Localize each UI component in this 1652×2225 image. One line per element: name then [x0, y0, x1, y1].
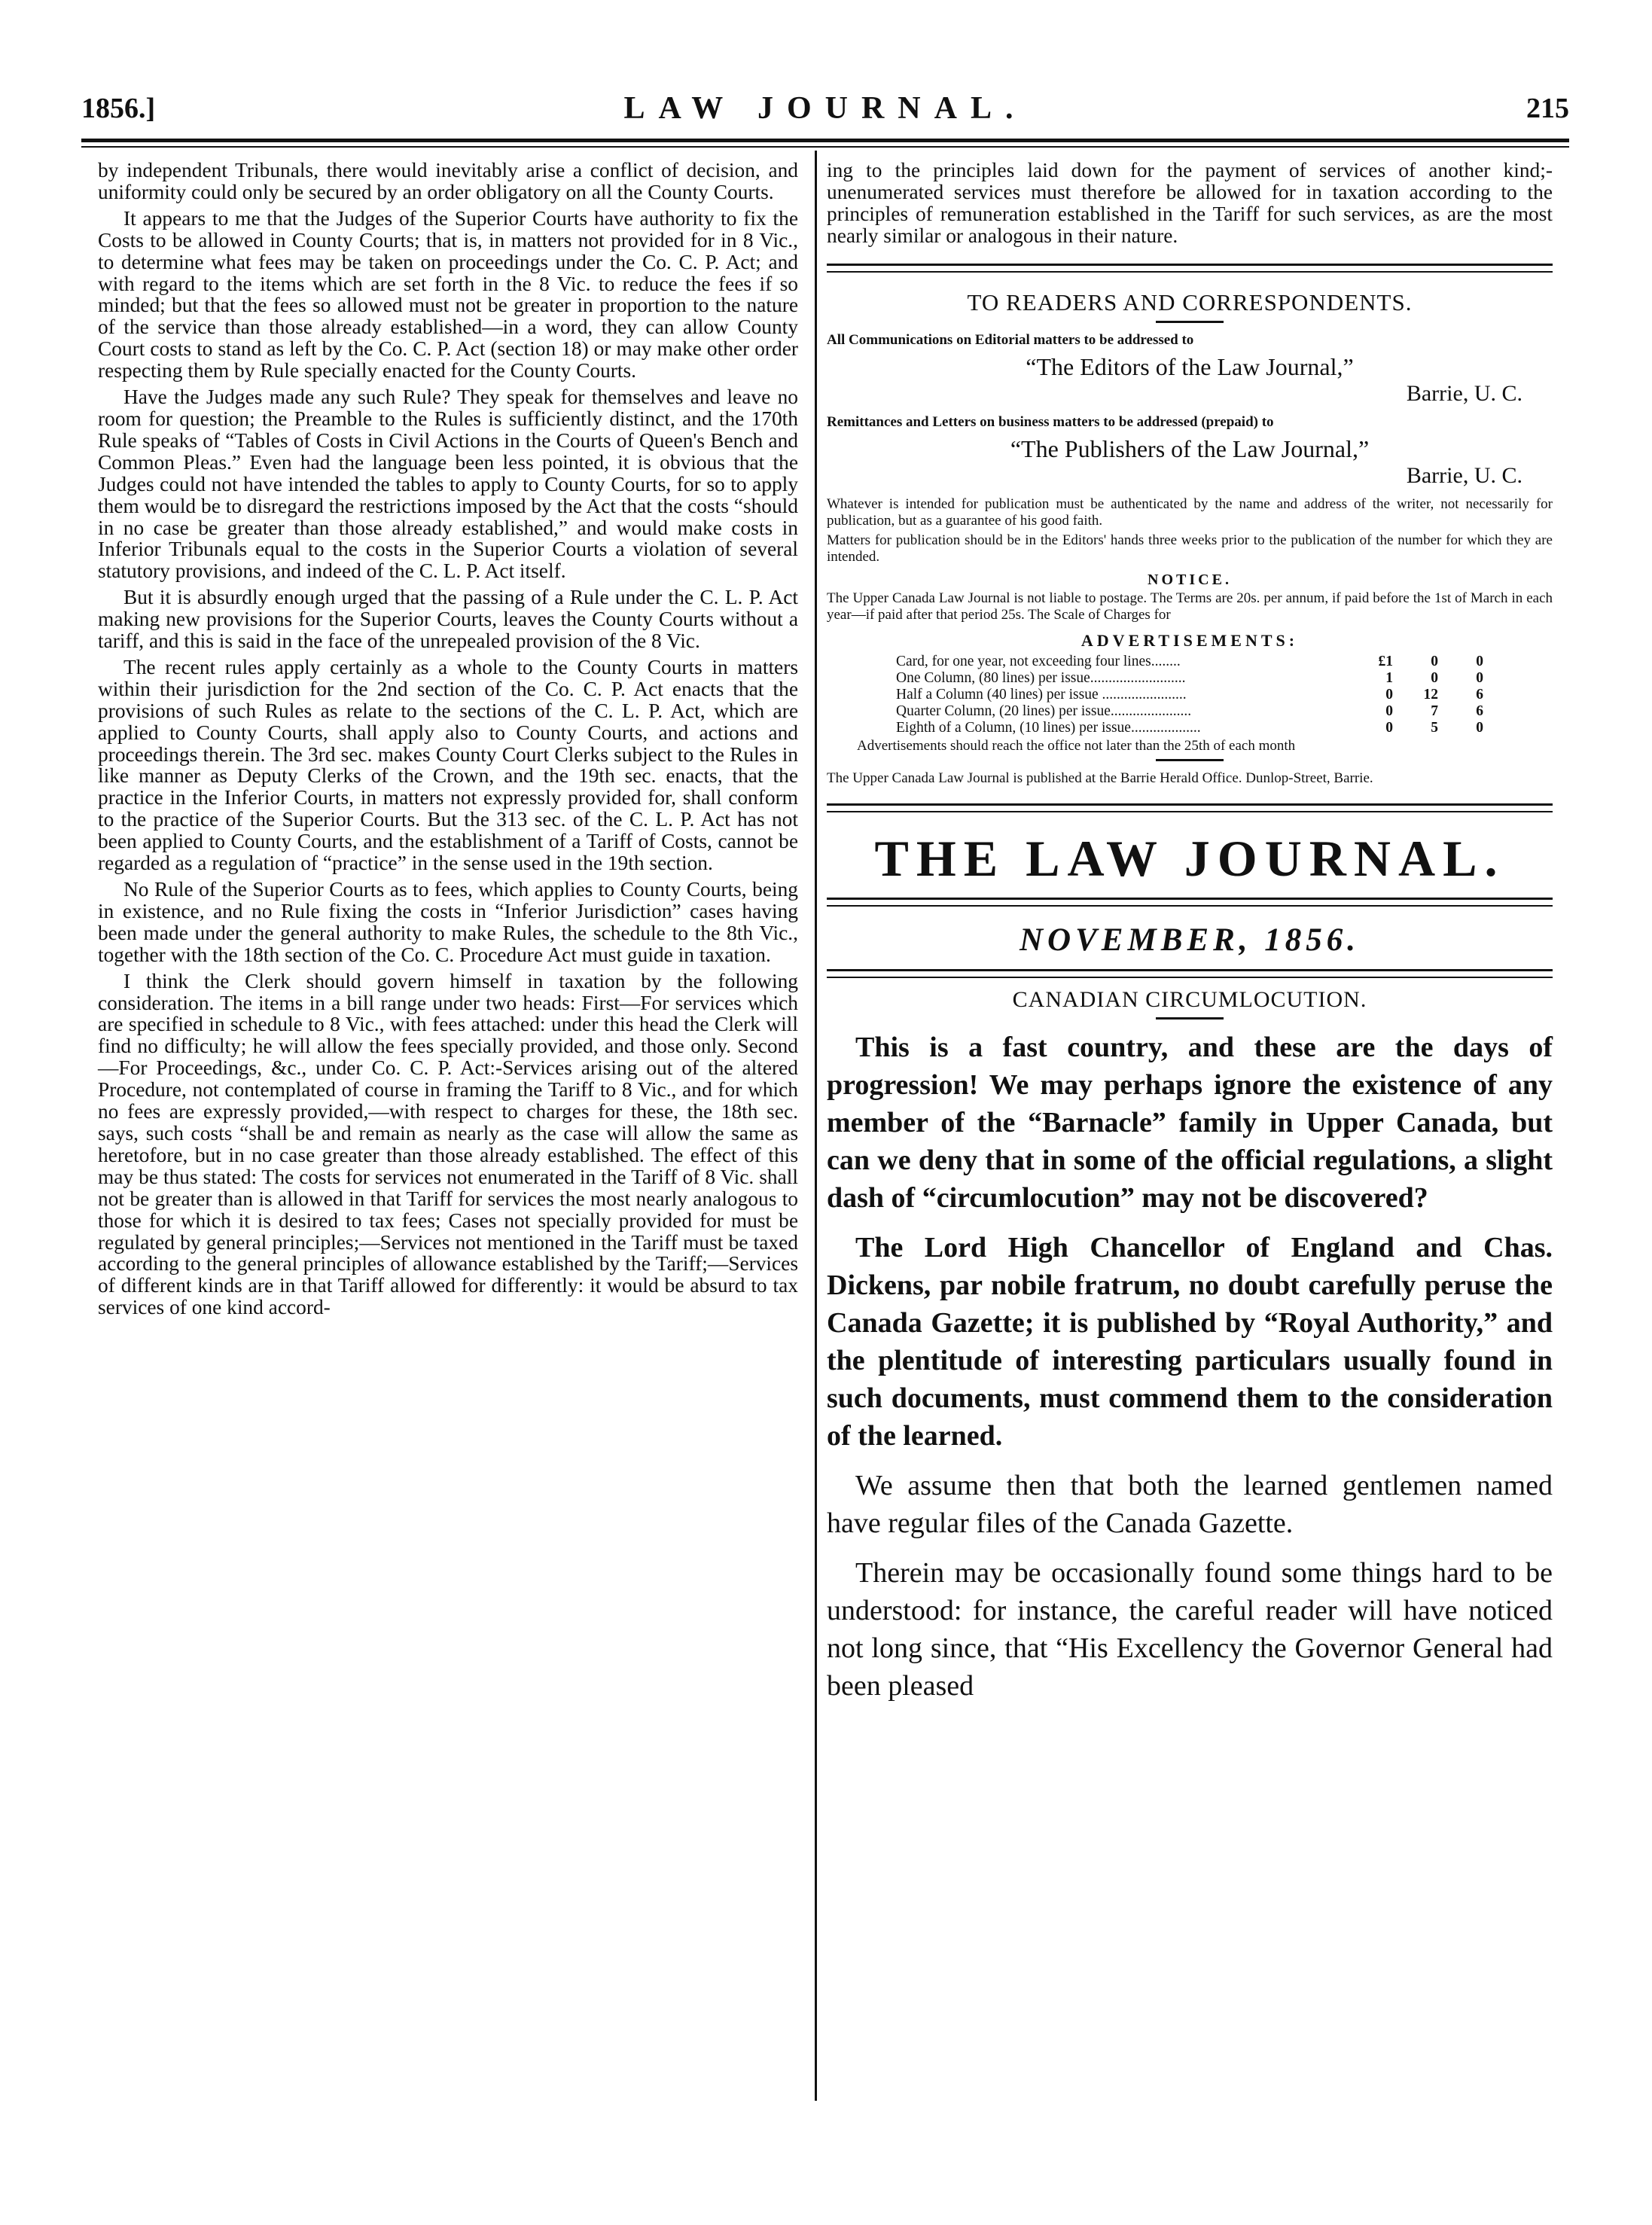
section-separator — [827, 264, 1553, 273]
rate-pence: 6 — [1476, 703, 1483, 719]
article-paragraph: We assume then that both the learned gentlemen named have regular files of the Canada Gazette. — [827, 1469, 1553, 1539]
publishers-address: “The Publishers of the Law Journal,” — [1010, 434, 1370, 462]
header-page-number: 215 — [1526, 93, 1569, 124]
left-paragraph: The recent rules apply certainly as a whole to the County Courts in matters within their jurisdiction for the 2nd section of the Co. C. P. Act enacts that the provisions of such Rules as relate to the sections of the C. L. P. Act, which are applied to County Courts, shall apply also to County Courts, and actions and proceedings therein. The 3rd sec. makes County Court Clerks subject to the Rules in like manner as Deputy Clerks of the Crown, and the 19th sec. enacts, that the practice in the Inferior Courts, in matters not expressly provided for, shall conform to the practice of the Superior Courts. But the 313 sec. of the C. L. P. Act has not been applied to County Courts, and the establishment of a Tariff of Costs, cannot be regarded as a regulation of “practice” in the sense used in the 19th section. — [98, 655, 798, 875]
article-paragraph: Therein may be occasionally found some things hard to be understood: for instance, the careful reader will have noticed not long since, that “His Excellency the Governor General had been pleased — [827, 1556, 1553, 1702]
left-paragraph: But it is absurdly enough urged that the passing of a Rule under the C. L. P. Act making new provisions for the Superior Courts, leaves the County Courts without a tariff, and this is said in the face of the unrepealed provision of the 8 Vic. — [98, 586, 798, 653]
readers-title: TO READERS AND CORRESPONDENTS. — [967, 288, 1413, 315]
continuation-paragraph: ing to the principles laid down for the payment of services of another kind;-unenumerated services must therefore be allowed for in taxation according to the principles of remuneration established in the Tariff for such services, as are the most nearly similar or analogous in their nature. — [827, 159, 1553, 247]
left-paragraph: It appears to me that the Judges of the Superior Courts have authority to fix the Costs to be allowed in County Courts; that is, in matters not provided for in 8 Vic., to determine what fees may be taken on proceedings under the Co. C. P. Act; and with regard to the items which are set forth in the 8 Vic. to reduce the fees if so minded; but that the fees so allowed must not be greater in proportion to the nature of the service than those already established—in a word, they can allow County Court costs to stand as left by the Co. C. P. Act (section 18) or may make other order respecting them by Rule specially enacted for the County Courts. — [98, 206, 798, 383]
rate-description: One Column, (80 lines) per issue.......................... — [896, 669, 1186, 686]
left-paragraph: Have the Judges made any such Rule? They speak for themselves and leave no room for question; the Preamble to the Rules is sufficiently distinct, and the 170th Rule speaks of “Tables of Costs in Civil Actions in the Courts of Queen's Bench and Common Pleas.” Even had the language been less pointed, it is obvious that the Judges could not have intended the tables to apply to County Courts, for so to apply them would be to disregard the restrictions imposed by the Act that the costs “should in no case be greater than those already established,” and would make costs in Inferior Tribunals equal to the costs in the Superior Courts a violation of several statutory provisions, and indeed of the C. L. P. Act itself. — [98, 386, 798, 583]
table-row — [896, 654, 1483, 670]
notice-text: The Upper Canada Law Journal is not liable to postage. The Terms are 20s. per annum, if paid before the 1st of March in each year—if paid after that period 25s. The Scale of Charges for — [827, 590, 1553, 623]
rate-shillings: 0 — [1431, 669, 1438, 686]
table-row — [896, 687, 1483, 703]
authentication-note: Whatever is intended for publication must be authenticated by the name and address of the writer, not necessarily for publication, but as a guarantee of his good faith. — [827, 495, 1553, 529]
rate-description: Eighth of a Column, (10 lines) per issue................... — [896, 719, 1201, 736]
masthead-rule — [827, 898, 1553, 907]
rate-shillings: 0 — [1431, 653, 1438, 669]
article-title: CANADIAN CIRCUMLOCUTION. — [1012, 986, 1367, 1012]
rate-pence: 6 — [1476, 686, 1483, 703]
readers-notice-box — [827, 289, 1553, 787]
left-paragraph: by independent Tribunals, there would inevitably arise a conflict of decision, and uniformity could only be secured by an order obligatory on all the County Courts. — [98, 159, 798, 203]
published-at-note: The Upper Canada Law Journal is published at the Barrie Herald Office. Dunlop-Street, Barrie. — [827, 770, 1373, 786]
rate-pounds: 1 — [1385, 669, 1393, 686]
short-rule — [1156, 1017, 1224, 1020]
header-rule-thick — [81, 139, 1569, 142]
rate-pounds: 0 — [1385, 686, 1393, 703]
left-column — [98, 160, 798, 1323]
rate-pounds: 0 — [1385, 703, 1393, 719]
rate-pounds: £1 — [1378, 653, 1393, 669]
editors-address: “The Editors of the Law Journal,” — [1026, 352, 1354, 380]
rate-shillings: 12 — [1423, 686, 1438, 703]
short-rule — [1156, 759, 1224, 761]
table-row — [896, 703, 1483, 720]
advertisements-footer: Advertisements should reach the office not later than the 25th of each month — [857, 737, 1296, 754]
page-header — [81, 89, 1569, 134]
date-rule — [827, 969, 1553, 978]
rate-pence: 0 — [1476, 669, 1483, 686]
masthead: THE LAW JOURNAL. — [874, 829, 1505, 887]
table-row — [896, 670, 1483, 687]
header-rule-thin — [81, 146, 1569, 148]
rate-shillings: 5 — [1431, 719, 1438, 736]
deadline-note: Matters for publication should be in the Editors' hands three weeks prior to the publication of the number for which they are intended. — [827, 532, 1553, 565]
rate-shillings: 7 — [1431, 703, 1438, 719]
editors-place: Barrie, U. C. — [1406, 380, 1522, 406]
article-paragraph: This is a fast country, and these are the days of progression! We may perhaps ignore the existence of any member of the “Barnacle” family in Upper Canada, but can we deny that in some of the official regulations, a slight dash of “circumlocution” may not be discovered? — [827, 1031, 1553, 1214]
table-row — [896, 720, 1483, 736]
right-column — [827, 160, 1553, 1717]
advertisement-rates-table — [896, 654, 1483, 736]
rate-description: Quarter Column, (20 lines) per issue...................... — [896, 703, 1192, 719]
editorial-note: All Communications on Editorial matters to be addressed to — [827, 331, 1194, 348]
rate-pence: 0 — [1476, 719, 1483, 736]
remittances-note: Remittances and Letters on business matters to be addressed (prepaid) to — [827, 413, 1274, 430]
notice-title: NOTICE. — [1148, 571, 1232, 588]
section-separator — [827, 803, 1553, 812]
publishers-place: Barrie, U. C. — [1406, 462, 1522, 488]
column-divider — [815, 151, 817, 2101]
short-rule — [1156, 321, 1224, 323]
header-title: LAW JOURNAL. — [623, 91, 1027, 126]
header-year: 1856.] — [81, 93, 156, 124]
rate-pounds: 0 — [1385, 719, 1393, 736]
advertisements-title: ADVERTISEMENTS: — [1081, 630, 1299, 650]
left-paragraph: I think the Clerk should govern himself in taxation by the following consideration. The items in a bill range under two heads: First—For services which are specified in schedule to 8 Vic., with fees attached: under this head the Clerk will find no difficulty; he will allow the fees specially provided, and those only. Second—For Proceedings, &c., under Co. C. P. Act:-Services arising out of the altered Procedure, not contemplated of course in framing the Tariff to 8 Vic., and for which no fees are expressly provided,—with respect to charges for these, the 18th sec. says, such costs “shall be and remain as nearly as the case will allow the same as heretofore, but in no case greater than those already established. The effect of this may be thus stated: The costs for services not enumerated in the Tariff of 8 Vic. shall not be greater than is allowed in that Tariff for services the most nearly analogous to those for which it is desired to tax fees; Cases not specially provided for must be regulated by general principles;—Services not mentioned in the Tariff must be taxed according to the general principles of allowance established by the Tariff;—Services of different kinds are in that Tariff allowed for differently: it would be absurd to tax services of one kind accord- — [98, 969, 798, 1319]
issue-date: NOVEMBER, 1856. — [1020, 922, 1360, 958]
rate-description: Card, for one year, not exceeding four lines........ — [896, 653, 1181, 669]
rate-description: Half a Column (40 lines) per issue ....................... — [896, 686, 1187, 703]
article-paragraph: The Lord High Chancellor of England and Chas. Dickens, par nobile fratrum, no doubt carefully peruse the Canada Gazette; it is published by “Royal Authority,” and the plentitude of interesting particulars usually found in such documents, must commend them to the consideration of the learned. — [827, 1231, 1553, 1452]
left-paragraph: No Rule of the Superior Courts as to fees, which applies to County Courts, being in existence, and no Rule fixing the costs in “Inferior Jurisdiction” cases having been made under the general authority to make Rules, the schedule to the 8th Vic., together with the 18th section of the Co. C. Procedure Act must guide in taxation. — [98, 878, 798, 966]
rate-pence: 0 — [1476, 653, 1483, 669]
